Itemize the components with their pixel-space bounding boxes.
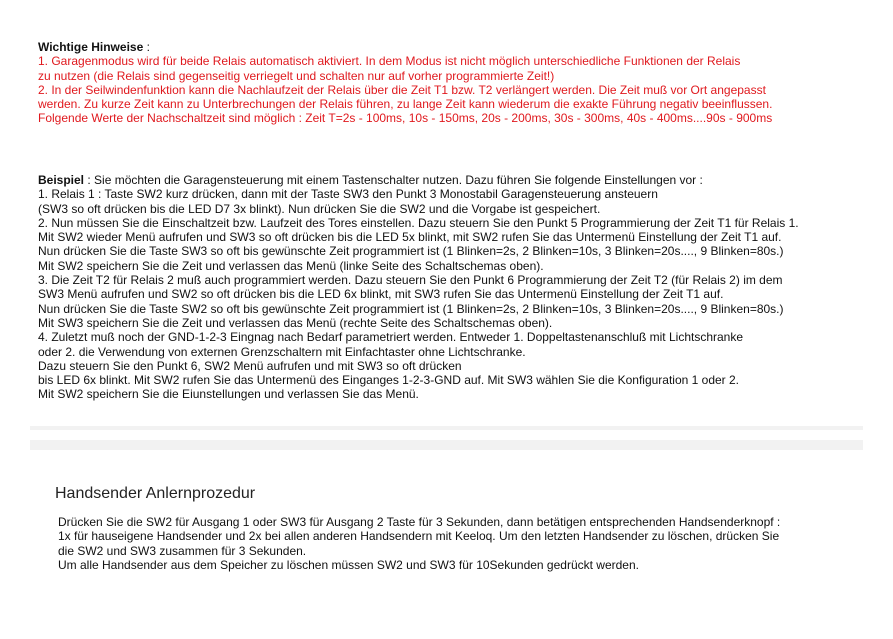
- example-line: 1. Relais 1 : Taste SW2 kurz drücken, dann mit der Taste SW3 den Punkt 3 Monostabil Garagensteuerung ansteuern: [38, 187, 658, 202]
- remote-pairing-line: 1x für hauseigene Handsender und 2x bei allen anderen Handsendern mit Keeloq. Um den letzten Handsender zu löschen, drücken Sie: [58, 529, 780, 544]
- remote-pairing-line: Um alle Handsender aus dem Speicher zu löschen müssen SW2 und SW3 für 10Sekunden gedrückt werden.: [58, 558, 639, 573]
- important-notes-line: Folgende Werte der Nachschaltzeit sind möglich : Zeit T=2s - 100ms, 10s - 150ms, 20s - 200ms, 30s - 300ms, 40s - 400ms....90s - 900ms: [38, 111, 773, 126]
- example-line: bis LED 6x blinkt. Mit SW2 rufen Sie das Untermenü des Einganges 1-2-3-GND auf. Mit SW3 wählen Sie die Konfiguration 1 oder 2.: [38, 373, 740, 388]
- example-section: [38, 173, 799, 402]
- example-heading-line: [38, 173, 799, 187]
- example-line: Mit SW2 wieder Menü aufrufen und SW3 so oft drücken bis die LED 5x blinkt, mit SW2 rufen Sie das Untermenü Einstellung der Zeit T1 auf.: [38, 230, 782, 245]
- important-notes-line: 1. Garagenmodus wird für beide Relais automatisch aktiviert. In dem Modus ist nicht möglich unterschiedliche Funktionen der Relais: [38, 54, 741, 69]
- important-notes-heading-suffix: :: [143, 40, 150, 54]
- important-notes-heading-line: [38, 40, 772, 54]
- example-line: SW3 Menü aufrufen und SW2 so oft drücken bis die LED 6x blinkt, mit SW3 rufen Sie das Untermenü Einstellung der Zeit T1 auf.: [38, 287, 724, 302]
- important-notes-line: zu nutzen (die Relais sind gegenseitig verriegelt und schalten nur auf vorher programmierte Zeit!): [38, 68, 555, 83]
- example-line: Mit SW2 speichern Sie die Zeit und verlassen das Menü (linke Seite des Schaltschemas oben).: [38, 258, 544, 273]
- remote-pairing-title: Handsender Anlernprozedur: [55, 485, 256, 502]
- remote-pairing-line: die SW2 und SW3 zusammen für 3 Sekunden.: [58, 543, 307, 558]
- example-line: Nun drücken Sie die Taste SW3 so oft bis gewünschte Zeit programmiert ist (1 Blinken=2s, 2 Blinken=10s, 3 Blinken=20s...., 9 Blinken=80s.): [38, 244, 784, 259]
- example-line: 2. Nun müssen Sie die Einschaltzeit bzw. Laufzeit des Tores einstellen. Dazu steuern Sie den Punkt 5 Programmierung der Zeit T1 für Relais 1.: [38, 215, 799, 230]
- remote-pairing-line: Drücken Sie die SW2 für Ausgang 1 oder SW3 für Ausgang 2 Taste für 3 Sekunden, dann betätigen entsprechenden Handsenderknopf :: [58, 515, 781, 529]
- section-divider: [30, 440, 863, 450]
- section-divider: [30, 426, 863, 430]
- example-intro: : Sie möchten die Garagensteuerung mit einem Tastenschalter nutzen. Dazu führen Sie folgende Einstellungen vor :: [84, 173, 703, 187]
- example-line: oder 2. die Verwendung von externen Grenzschaltern mit Einfachtaster ohne Lichtschranke.: [38, 344, 526, 359]
- example-line: Mit SW3 speichern Sie die Zeit und verlassen das Menü (rechte Seite des Schaltschemas oben).: [38, 315, 553, 330]
- important-notes-section: [38, 40, 772, 126]
- example-line: Dazu steuern Sie den Punkt 6, SW2 Menü aufrufen und mit SW3 so oft drücken: [38, 358, 462, 373]
- remote-pairing-section: [58, 515, 780, 573]
- example-heading: Beispiel: [38, 173, 85, 187]
- example-line: (SW3 so oft drücken bis die LED D7 3x blinkt). Nun drücken Sie die SW2 und die Vorgabe ist gespeichert.: [38, 201, 601, 216]
- example-line: Nun drücken Sie die Taste SW2 so oft bis gewünschte Zeit programmiert ist (1 Blinken=2s, 2 Blinken=10s, 3 Blinken=20s...., 9 Blinken=80s.): [38, 301, 784, 316]
- important-notes-line: 2. In der Seilwindenfunktion kann die Nachlaufzeit der Relais über die Zeit T1 bzw. T2 verlängert werden. Die Zeit muß vor Ort angepasst: [38, 82, 766, 97]
- important-notes-heading: Wichtige Hinweise: [38, 40, 144, 54]
- important-notes-line: werden. Zu kurze Zeit kann zu Unterbrechungen der Relais führen, zu lange Zeit kann wiederum die exakte Führung negativ beeinflussen.: [38, 97, 773, 112]
- example-line: 3. Die Zeit T2 für Relais 2 muß auch programmiert werden. Dazu steuern Sie den Punkt 6 Programmierung der Zeit T2 (für Relais 2) im dem: [38, 273, 783, 288]
- example-line: 4. Zuletzt muß noch der GND-1-2-3 Eingnag nach Bedarf parametriert werden. Entweder 1. Doppeltastenanschluß mit Lichtschranke: [38, 330, 744, 345]
- example-line: Mit SW2 speichern Sie die Eiunstellungen und verlassen Sie das Menü.: [38, 387, 419, 402]
